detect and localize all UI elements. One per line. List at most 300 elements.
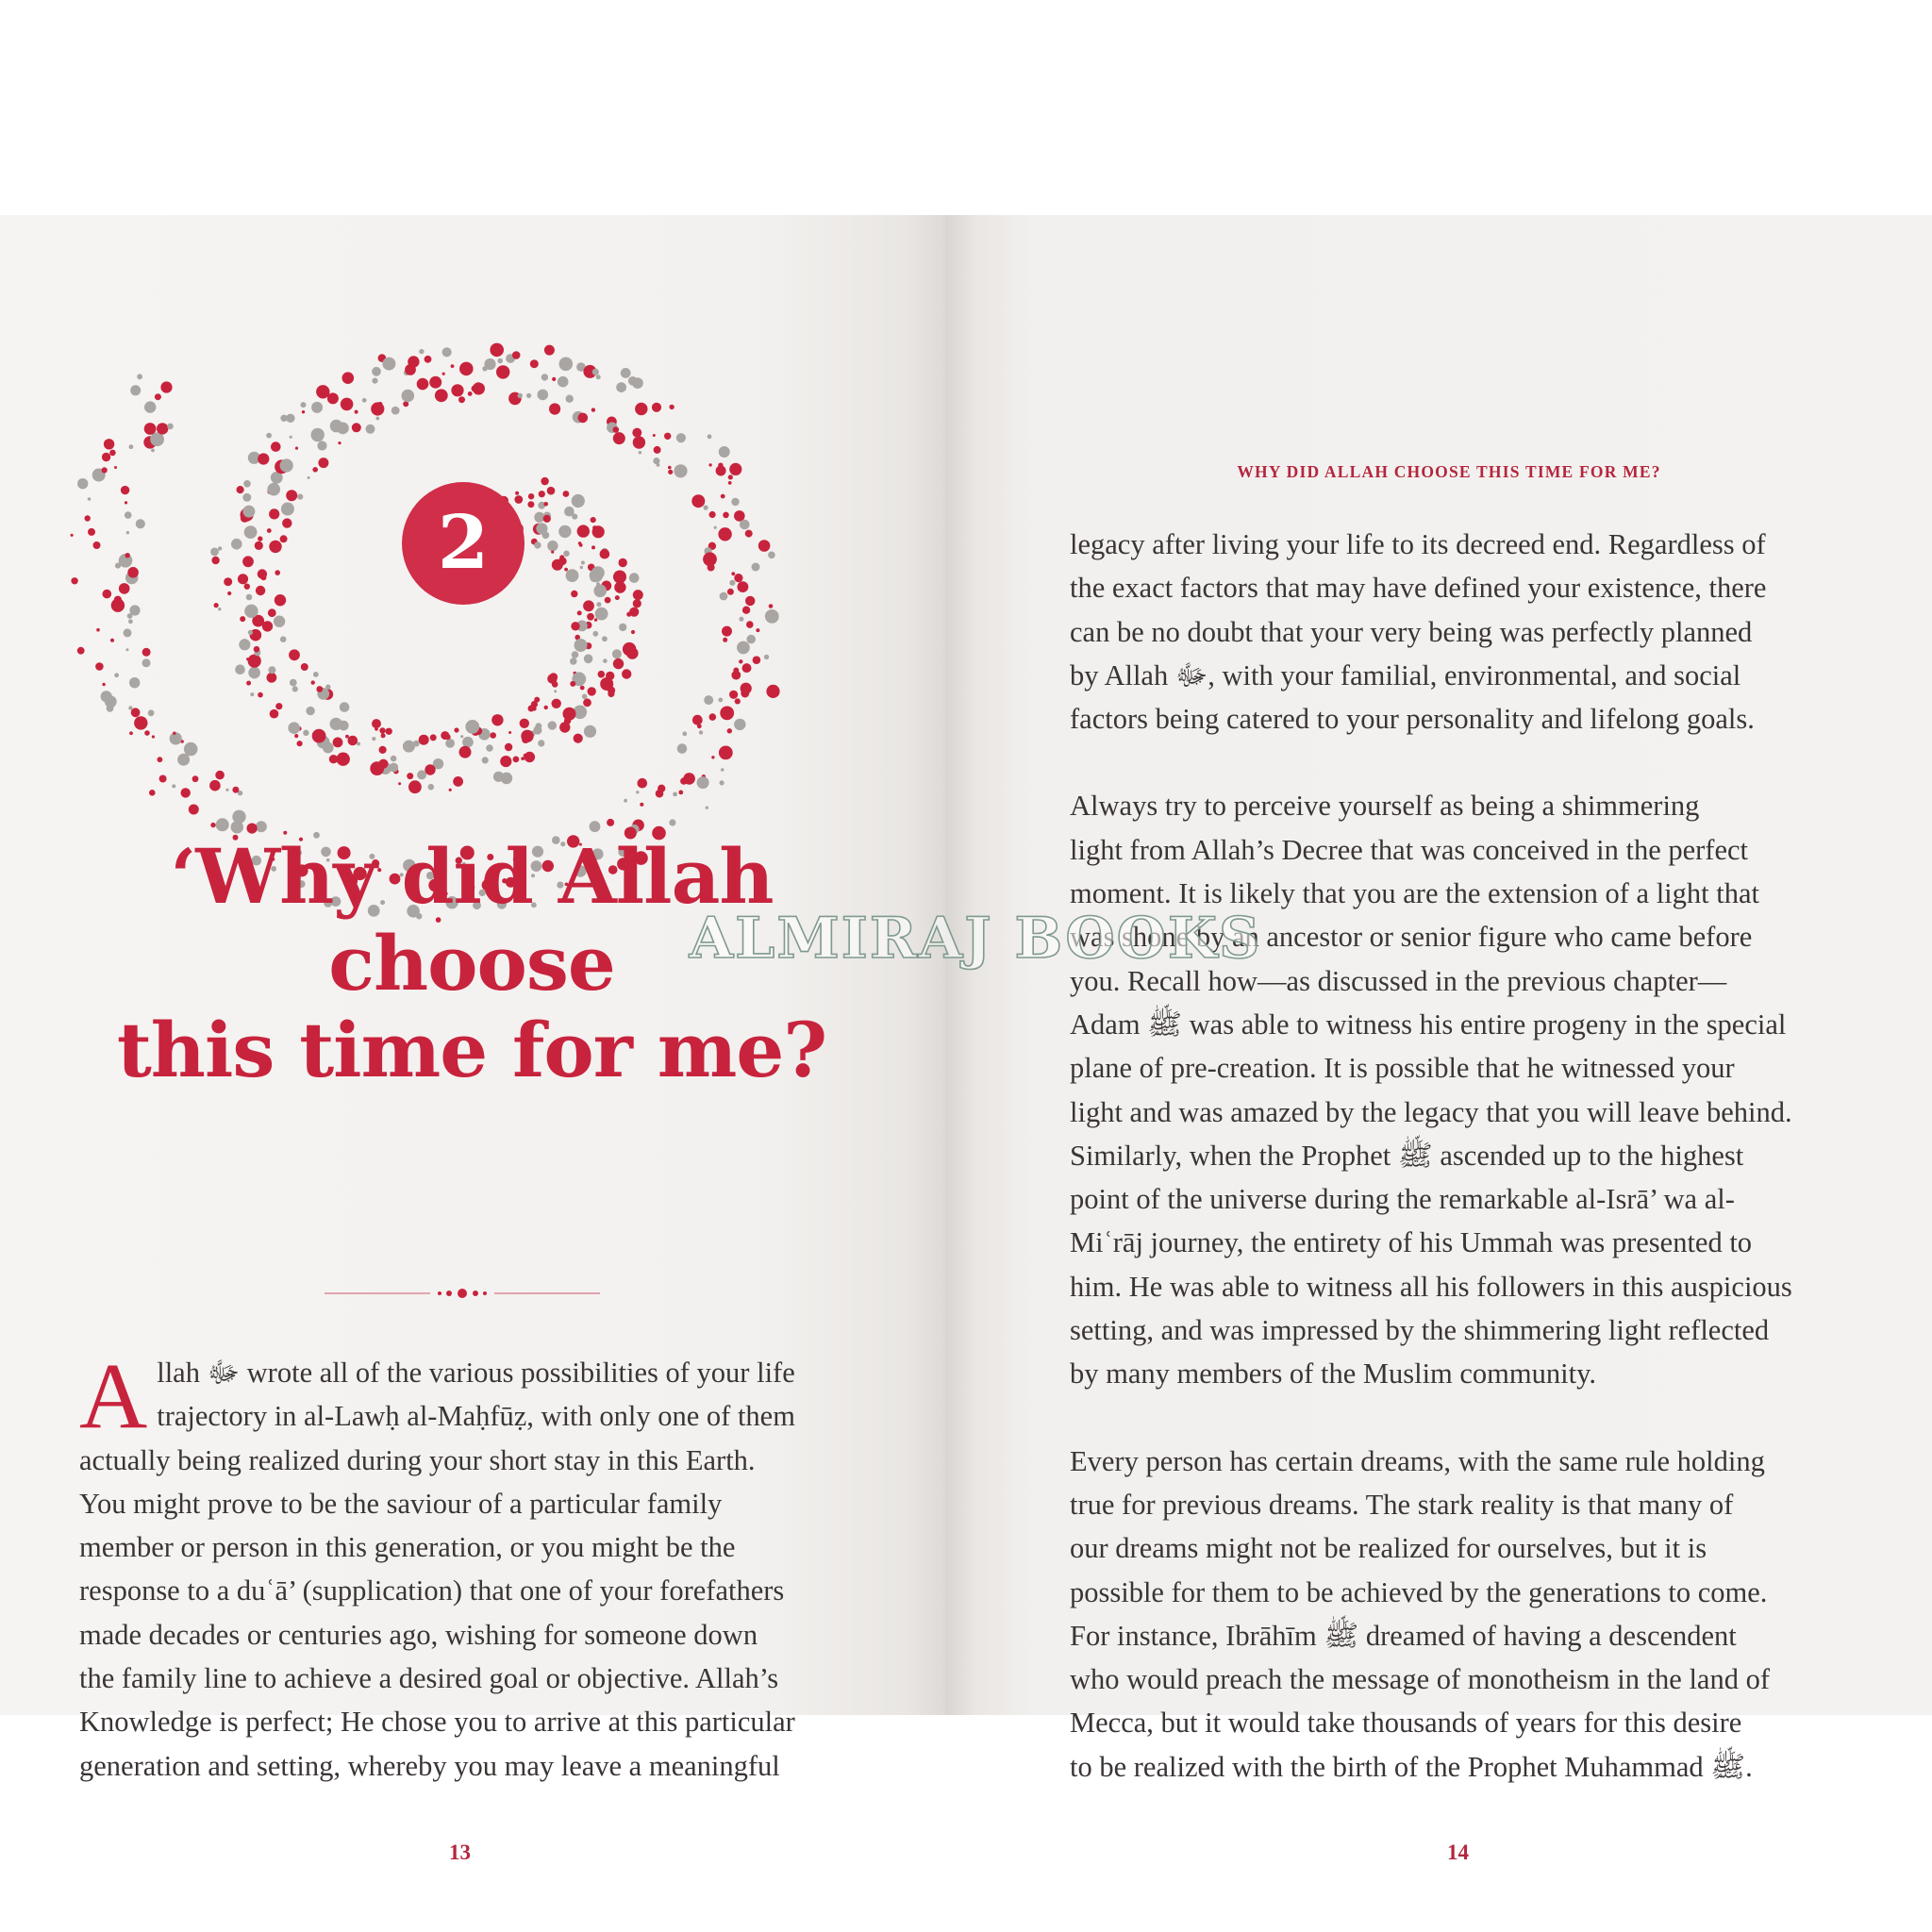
spiral-dot <box>579 543 583 547</box>
spiral-dot <box>596 602 601 607</box>
spiral-dot <box>515 491 519 495</box>
spiral-dot <box>619 558 627 567</box>
spiral-dot <box>711 756 714 758</box>
spiral-dot <box>598 671 606 678</box>
spiral-dot <box>114 466 117 469</box>
spiral-dot <box>280 458 293 472</box>
spiral-dot <box>254 646 260 653</box>
spiral-dot <box>379 727 385 733</box>
spiral-dot <box>275 594 286 606</box>
spiral-dot <box>209 780 221 791</box>
spiral-dot <box>125 501 127 504</box>
spiral-dot <box>449 789 452 791</box>
spiral-dot <box>402 390 415 403</box>
spiral-dot <box>114 673 119 677</box>
spiral-dot <box>110 639 114 642</box>
spiral-dot <box>295 447 298 450</box>
spiral-dot <box>497 358 503 364</box>
spiral-dot <box>342 372 355 384</box>
spiral-dot <box>680 777 688 785</box>
spiral-dot <box>144 423 157 435</box>
text-line: Similarly, when the Prophet ﷺ ascended up to the highest <box>1070 1139 1744 1172</box>
spiral-dot <box>490 343 504 358</box>
spiral-dot <box>505 743 512 751</box>
spiral-dot <box>442 373 445 375</box>
spiral-dot <box>435 389 448 402</box>
spiral-dot <box>473 382 485 394</box>
spiral-dot <box>706 807 708 809</box>
spiral-dot <box>566 569 579 582</box>
spiral-dot <box>547 541 558 551</box>
spiral-dot <box>282 518 291 527</box>
spiral-dot <box>173 732 175 735</box>
spiral-dot <box>286 490 297 501</box>
spiral-dot <box>127 567 139 578</box>
spiral-dot <box>547 487 556 495</box>
spiral-dot <box>102 453 110 461</box>
spiral-dot <box>255 541 263 550</box>
spiral-dot <box>653 434 656 437</box>
spiral-dot <box>244 584 250 590</box>
text-line: the exact factors that may have defined your existence, there <box>1070 572 1767 605</box>
spiral-dot <box>720 780 724 785</box>
spiral-dot <box>728 481 732 485</box>
spiral-dot <box>528 493 534 499</box>
spiral-dot <box>158 757 163 762</box>
spiral-dot <box>558 376 569 388</box>
spiral-dot <box>316 686 323 692</box>
spiral-dot <box>564 568 568 572</box>
spiral-dot <box>708 564 715 572</box>
spiral-dot <box>741 690 749 698</box>
spiral-dot <box>242 556 254 567</box>
spiral-dot <box>313 672 319 677</box>
spiral-dot <box>624 799 627 803</box>
spiral-dot <box>149 790 156 796</box>
spiral-dot <box>372 378 377 384</box>
spiral-dot <box>677 743 688 754</box>
spiral-dot <box>729 463 741 475</box>
spiral-dot <box>243 480 251 488</box>
spiral-dot <box>71 577 77 584</box>
spiral-dot <box>429 376 441 389</box>
spiral-dot <box>636 791 639 793</box>
spiral-dot <box>718 527 731 541</box>
text-line: him. He was able to witness all his followers in this auspicious <box>1070 1270 1792 1303</box>
spiral-dot <box>130 385 141 395</box>
spiral-dot <box>638 778 648 789</box>
spiral-dot <box>451 384 463 396</box>
spiral-dot <box>605 597 611 604</box>
spiral-dot <box>441 731 449 740</box>
spiral-dot <box>538 390 549 401</box>
spiral-dot <box>128 706 132 709</box>
spiral-dot <box>267 528 272 533</box>
spiral-dot <box>742 607 750 614</box>
spiral-dot <box>668 470 673 475</box>
spiral-dot <box>303 730 308 736</box>
text-line: our dreams might not be realized for ourselves, but it is <box>1070 1532 1707 1565</box>
spiral-dot <box>592 631 598 637</box>
spiral-dot <box>692 715 703 725</box>
spiral-dot <box>144 730 150 736</box>
spiral-dot <box>704 506 708 510</box>
spiral-dot <box>678 791 683 795</box>
spiral-dot <box>258 692 263 698</box>
text-line: made decades or centuries ago, wishing for someone down <box>79 1618 758 1651</box>
spiral-dot <box>102 467 108 473</box>
spiral-dot <box>159 775 167 783</box>
spiral-dot <box>312 729 326 743</box>
spiral-dot <box>676 433 686 442</box>
spiral-dot <box>377 402 382 407</box>
spiral-dot <box>587 613 594 621</box>
spiral-dot <box>269 541 281 553</box>
spiral-dot <box>325 685 330 690</box>
spiral-dot <box>607 819 614 826</box>
spiral-dot <box>603 658 608 663</box>
spiral-dot <box>311 428 325 441</box>
text-line: was shone by an ancestor or senior figure who came before <box>1070 921 1753 954</box>
spiral-dot <box>559 722 570 732</box>
spiral-dot <box>720 707 734 721</box>
spiral-dot <box>544 345 555 356</box>
spiral-dot <box>71 534 74 537</box>
spiral-dot <box>232 810 245 824</box>
spiral-dot <box>563 551 570 558</box>
spiral-dot <box>718 698 723 703</box>
spiral-dot <box>329 755 338 763</box>
text-line: plane of pre-creation. It is possible that he witnessed your <box>1070 1052 1735 1085</box>
spiral-dot <box>425 356 432 363</box>
spiral-dot <box>526 393 531 398</box>
spiral-dot <box>697 724 702 728</box>
spiral-dot <box>459 362 474 376</box>
spiral-dot <box>615 595 620 600</box>
spiral-dot <box>549 403 560 414</box>
page-number-right: 14 <box>1447 1840 1469 1864</box>
drop-cap: A <box>79 1343 148 1448</box>
spiral-dot <box>337 423 349 435</box>
spiral-dot <box>442 347 452 357</box>
spiral-dot <box>691 494 705 508</box>
spiral-dot <box>453 776 463 787</box>
spiral-dot <box>136 519 145 528</box>
spiral-dot <box>592 525 605 538</box>
spiral-dot <box>101 691 112 702</box>
spiral-dot <box>417 378 429 391</box>
text-line: by many members of the Muslim community. <box>1070 1357 1596 1391</box>
spiral-dot <box>682 731 687 736</box>
spiral-dot <box>542 531 550 539</box>
spiral-dot <box>286 414 294 423</box>
spiral-dot <box>95 662 104 671</box>
spiral-dot <box>275 703 282 709</box>
spiral-dot <box>719 746 733 760</box>
spiral-dot <box>570 658 577 665</box>
spiral-dot <box>554 690 557 692</box>
text-line: generation and setting, whereby you may leave a meaningful <box>79 1749 780 1782</box>
spiral-dot <box>267 673 277 683</box>
text-line: Knowledge is perfect; He chose you to arrive at this particular <box>79 1706 795 1739</box>
spiral-dot <box>311 402 323 413</box>
spiral-dot <box>574 734 583 743</box>
spiral-dot <box>126 531 129 534</box>
spiral-dot <box>126 648 129 651</box>
spiral-dot <box>288 722 300 734</box>
text-line: the family line to achieve a desired goal or objective. Allah’s <box>79 1662 779 1695</box>
spiral-dot <box>591 408 595 411</box>
spiral-dot <box>608 691 614 697</box>
spiral-dot <box>580 566 583 569</box>
spiral-dot <box>530 359 539 368</box>
spiral-dot <box>735 698 741 704</box>
spiral-dot <box>235 664 245 675</box>
spiral-dot <box>85 515 91 521</box>
title-divider-ornament <box>325 1281 600 1306</box>
spiral-dot <box>451 364 455 368</box>
spiral-dot <box>248 667 260 679</box>
spiral-dot <box>551 551 554 554</box>
spiral-dot <box>591 545 595 549</box>
text-line: actually being realized during your short stay in this Earth. <box>79 1443 756 1476</box>
text-line: true for previous dreams. The stark reality is that many of <box>1070 1488 1734 1521</box>
spiral-dot <box>721 768 724 772</box>
spiral-dot <box>225 789 228 791</box>
spiral-dot <box>723 512 729 519</box>
spiral-dot <box>148 709 155 716</box>
spiral-dot <box>311 680 315 684</box>
spiral-dot <box>552 377 556 381</box>
spiral-dot <box>269 508 279 519</box>
spiral-dot <box>639 451 641 454</box>
spiral-dot <box>548 721 557 729</box>
spiral-dot <box>348 736 358 746</box>
spiral-dot <box>566 395 574 403</box>
spiral-dot <box>224 577 232 586</box>
spiral-dot <box>752 563 760 572</box>
text-line: Adam ﷺ was able to witness his entire progeny in the special <box>1070 1008 1787 1041</box>
spiral-dot <box>231 539 242 550</box>
spiral-dot <box>372 719 381 728</box>
spiral-dot <box>708 434 712 439</box>
spiral-dot <box>104 439 114 449</box>
spiral-dot <box>727 728 732 733</box>
spiral-dot <box>381 733 386 738</box>
spiral-dot <box>425 764 435 774</box>
spiral-dot <box>274 616 285 627</box>
text-line: point of the universe during the remarkable al-Isrā’ wa al- <box>1070 1183 1735 1216</box>
text-line: response to a duʿā’ (supplication) that one of your forefathers <box>79 1574 785 1607</box>
spiral-dot <box>572 651 579 658</box>
spiral-dot <box>398 782 401 785</box>
spiral-dot <box>572 514 577 520</box>
spiral-dot <box>527 501 534 508</box>
spiral-dot <box>391 407 400 415</box>
spiral-dot <box>493 772 504 782</box>
spiral-dot <box>746 621 754 628</box>
spiral-dot <box>375 417 379 421</box>
spiral-dot <box>518 393 523 398</box>
text-line: trajectory in al-Lawḥ al-Maḥfūẓ, with only one of them <box>157 1400 795 1433</box>
spiral-dot <box>256 821 267 832</box>
spiral-dot <box>758 540 771 552</box>
spiral-dot <box>93 541 101 549</box>
spiral-dot <box>674 464 687 477</box>
spiral-dot <box>258 536 262 541</box>
text-line: For instance, Ibrāhīm ﷺ dreamed of having a descendent <box>1070 1619 1737 1652</box>
spiral-dot <box>491 714 503 725</box>
spiral-dot <box>699 730 703 734</box>
spiral-dot <box>142 658 151 667</box>
spiral-dot <box>428 784 435 791</box>
spiral-dot <box>294 734 298 738</box>
spiral-dot <box>379 746 387 754</box>
spiral-dot <box>246 681 251 686</box>
text-line: setting, and was impressed by the shimmering light reflected <box>1070 1314 1770 1347</box>
spiral-dot <box>613 426 620 433</box>
spiral-dot <box>728 475 733 479</box>
spiral-dot <box>240 616 245 622</box>
spiral-dot <box>301 663 308 671</box>
spiral-dot <box>723 638 727 642</box>
spiral-dot <box>345 735 349 739</box>
spiral-dot <box>490 732 496 739</box>
spiral-dot <box>508 731 511 734</box>
paragraph-gap <box>1070 741 1853 784</box>
text-line: legacy after living your life to its decreed end. Regardless of <box>1070 528 1766 560</box>
spiral-dot <box>768 552 775 559</box>
spiral-dot <box>232 787 239 793</box>
spiral-dot <box>619 624 626 631</box>
spiral-dot <box>119 583 130 594</box>
spiral-dot <box>633 599 641 608</box>
spiral-dot <box>613 571 626 584</box>
text-line: light from Allah’s Decree that was conceived in the perfect <box>1070 833 1749 866</box>
spiral-dot <box>632 428 641 438</box>
spiral-dot <box>372 367 381 376</box>
spiral-dot <box>577 610 582 615</box>
spiral-dot <box>593 585 607 598</box>
spiral-dot <box>88 497 92 501</box>
spiral-dot <box>244 605 258 618</box>
spiral-dot <box>170 732 182 744</box>
spiral-dot <box>77 478 88 489</box>
spiral-dot <box>290 679 297 687</box>
spiral-dot <box>289 649 300 660</box>
spiral-dot <box>290 436 292 439</box>
spiral-dot <box>408 356 419 367</box>
chapter-title-line-1: ‘Why did Allah choose <box>170 832 774 1008</box>
spiral-dot <box>280 535 288 542</box>
spiral-dot <box>734 574 742 582</box>
text-line: you. Recall how—as discussed in the previous chapter— <box>1070 964 1727 997</box>
spiral-dot <box>160 381 172 392</box>
text-line: llah ﷻ wrote all of the various possibilities of your life <box>157 1357 795 1389</box>
text-line: factors being catered to your personality and lifelong goals. <box>1070 703 1755 736</box>
spiral-dot <box>669 405 674 409</box>
spiral-dot <box>613 658 624 669</box>
text-line: light and was amazed by the legacy that you will leave behind. <box>1070 1095 1792 1128</box>
spiral-dot <box>571 591 577 597</box>
spiral-dot <box>588 687 596 695</box>
spiral-dot <box>352 423 361 432</box>
spiral-dot <box>408 780 422 793</box>
spiral-dot <box>227 591 231 595</box>
spiral-dot <box>281 503 294 516</box>
spiral-dot <box>552 559 563 571</box>
spiral-dot <box>721 494 725 499</box>
chapter-title-line-2: this time for me? <box>116 1006 827 1094</box>
text-line: You might prove to be the saviour of a particular family <box>79 1487 723 1520</box>
spiral-dot <box>613 432 625 444</box>
spiral-dot <box>664 433 671 440</box>
spiral-dot <box>337 753 350 766</box>
spiral-dot <box>734 719 745 730</box>
spiral-dot <box>403 741 415 753</box>
left-body-text <box>79 1343 872 1788</box>
spiral-dot <box>534 541 541 548</box>
spiral-dot <box>739 617 743 622</box>
spiral-dot <box>565 530 570 535</box>
spiral-dot <box>258 453 269 464</box>
spiral-dot <box>210 548 219 557</box>
spiral-dot <box>654 446 661 454</box>
spiral-dot <box>181 788 191 797</box>
spiral-dot <box>242 493 251 502</box>
spiral-dot <box>590 574 598 582</box>
spiral-dot <box>312 467 318 473</box>
spiral-dot <box>765 609 779 624</box>
spiral-dot <box>242 639 247 643</box>
spiral-dot <box>591 517 596 523</box>
spiral-dot <box>109 450 116 457</box>
spiral-dot <box>635 403 647 415</box>
spiral-dot <box>584 655 593 664</box>
spiral-dot <box>258 569 267 578</box>
spiral-dot <box>522 736 529 743</box>
spiral-dot <box>520 719 529 728</box>
spiral-dot <box>248 630 253 635</box>
spiral-dot <box>248 655 261 668</box>
spiral-dot <box>746 635 756 644</box>
spiral-dot <box>571 622 579 630</box>
spiral-dot <box>528 706 535 712</box>
spiral-dot <box>657 463 660 467</box>
spiral-dot <box>102 683 105 686</box>
text-line: possible for them to be achieved by the generations to come. <box>1070 1575 1768 1608</box>
spiral-dot <box>709 511 716 518</box>
spiral-dot <box>727 589 734 595</box>
spiral-dot <box>266 433 272 439</box>
spiral-dot <box>151 449 155 453</box>
spiral-dot <box>745 596 755 606</box>
spiral-dot <box>292 686 298 691</box>
spiral-dot <box>244 525 258 539</box>
spiral-dot <box>697 776 709 789</box>
spiral-dot <box>445 739 455 748</box>
spiral-dot <box>256 586 265 595</box>
spiral-dot <box>614 581 625 592</box>
spiral-dot <box>496 365 509 378</box>
spiral-dot <box>572 494 585 508</box>
spiral-dot <box>656 790 664 798</box>
spiral-dot <box>482 757 489 763</box>
spiral-dot <box>543 502 548 507</box>
spiral-dot <box>370 761 384 775</box>
spiral-dot <box>459 746 472 758</box>
spiral-dot <box>302 410 305 413</box>
